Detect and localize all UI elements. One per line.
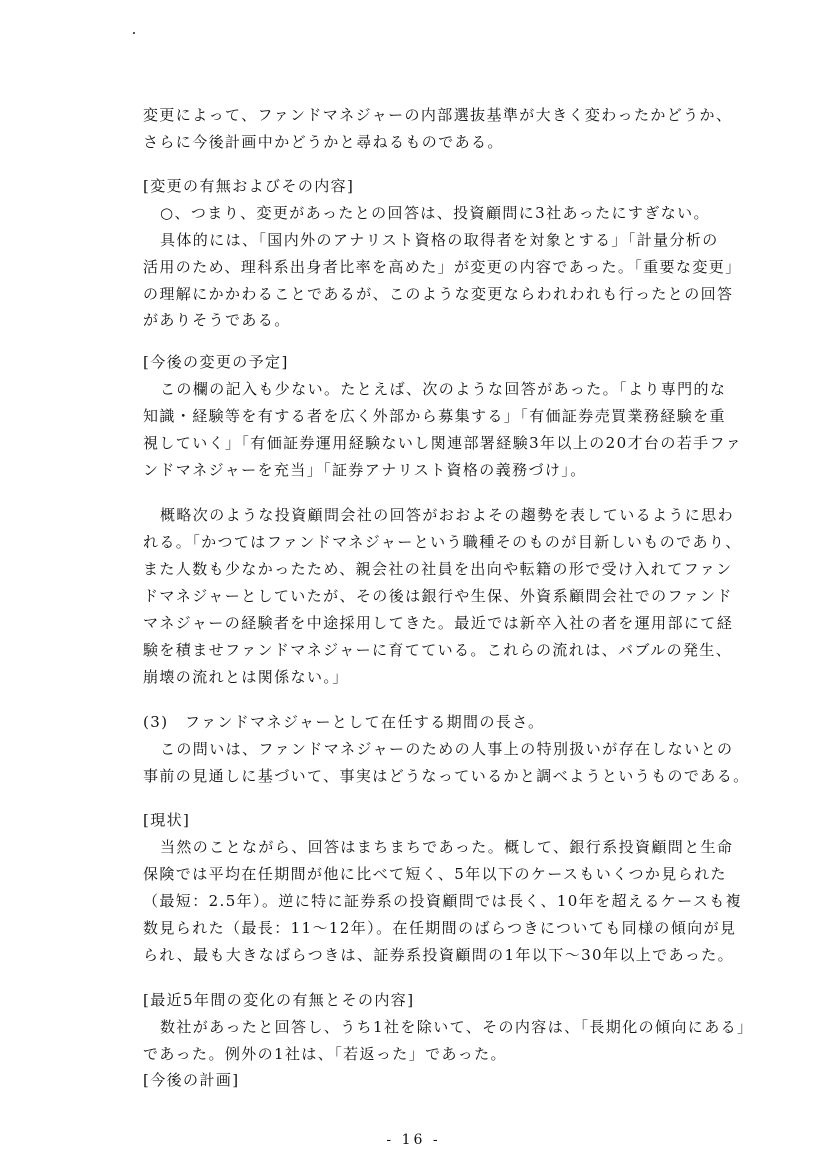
body-line: （最短：2.5年）。逆に特に証券系の投資顧問では長く、10年を超えるケースも複 <box>143 892 742 910</box>
body-line: この問いは、ファンドマネジャーのための人事上の特別扱いが存在しないとの <box>160 740 734 758</box>
body-line: 概略次のような投資顧問会社の回答がおおよその趨勢を表しているように思わ <box>160 506 735 524</box>
body-line: の理解にかかわることであるが、このような変更ならわれわれも行ったとの回答 <box>143 285 734 303</box>
section-heading: [今後の変更の予定] <box>143 353 289 371</box>
section-heading: [現状] <box>143 811 191 829</box>
body-line: 活用のため、理科系出身者比率を高めた」が変更の内容であった。「重要な変更」 <box>143 258 742 276</box>
body-line: 崩壊の流れとは関係ない。」 <box>143 668 349 686</box>
body-line: ドマネジャーとしていたが、その後は銀行や生保、外資系顧問会社でのファンド <box>143 587 733 605</box>
body-line: また人数も少なかったため、親会社の社員を出向や転籍の形で受け入れてファン <box>143 560 733 578</box>
body-line: 視していく」「有価証券運用経験ないし関連部署経験3年以上の20才台の若手ファ <box>143 434 743 452</box>
body-line: れる。「かつてはファンドマネジャーという職種そのものが目新しいものであり、 <box>143 533 742 551</box>
body-line: られ、最も大きなばらつきは、証券系投資顧問の1年以下〜30年以上であった。 <box>143 946 735 964</box>
body-line: であった。例外の1社は、「若返った」であった。 <box>143 1045 507 1063</box>
body-line: マネジャーの経験者を中途採用してきた。最近では新卒入社の者を運用部にて経 <box>143 614 734 632</box>
body-line: 当然のことながら、回答はまちまちであった。概して、銀行系投資顧問と生命 <box>160 838 734 856</box>
section-heading: [最近5年間の変化の有無とその内容] <box>143 991 415 1009</box>
body-line: ○、つまり、変更があったとの回答は、投資顧問に3社あったにすぎない。 <box>160 204 710 222</box>
body-line: ンドマネジャーを充当」「証券アナリスト資格の義務づけ」。 <box>143 461 587 479</box>
section-heading: (3) ファンドマネジャーとして在任する期間の長さ。 <box>143 713 545 731</box>
section-heading: [変更の有無およびその内容] <box>143 177 355 195</box>
body-line: さらに今後計画中かどうかと尋ねるものである。 <box>143 133 504 151</box>
body-line: 知識・経験等を有する者を広く外部から募集する」「有価証券売買業務経験を重 <box>143 407 726 425</box>
body-line: がありそうである。 <box>143 311 291 329</box>
body-line: 変更によって、ファンドマネジャーの内部選抜基準が大きく変わったかどうか、 <box>143 106 733 124</box>
section-heading: [今後の計画] <box>143 1071 240 1089</box>
body-line: 事前の見通しに基づいて、事実はどうなっているかと調べようというものである。 <box>143 767 750 785</box>
scan-speck <box>133 32 135 34</box>
body-line: この欄の記入も少ない。たとえば、次のような回答があった。「より専門的な <box>160 380 727 398</box>
body-line: 験を積ませファンドマネジャーに育てている。これらの流れは、バブルの発生、 <box>143 641 733 659</box>
body-line: 数社があったと回答し、うち1社を除いて、その内容は、「長期化の傾向にある」 <box>160 1018 754 1036</box>
body-line: 数見られた（最長：11〜12年）。在任期間のばらつきについても同様の傾向が見 <box>143 919 737 937</box>
body-line: 具体的には、「国内外のアナリスト資格の取得者を対象とする」「計量分析の <box>160 231 719 249</box>
page-number: - 16 - <box>386 1132 441 1148</box>
body-line: 保険では平均在任期間が他に比べて短く、5年以下のケースもいくつか見られた <box>143 865 727 883</box>
